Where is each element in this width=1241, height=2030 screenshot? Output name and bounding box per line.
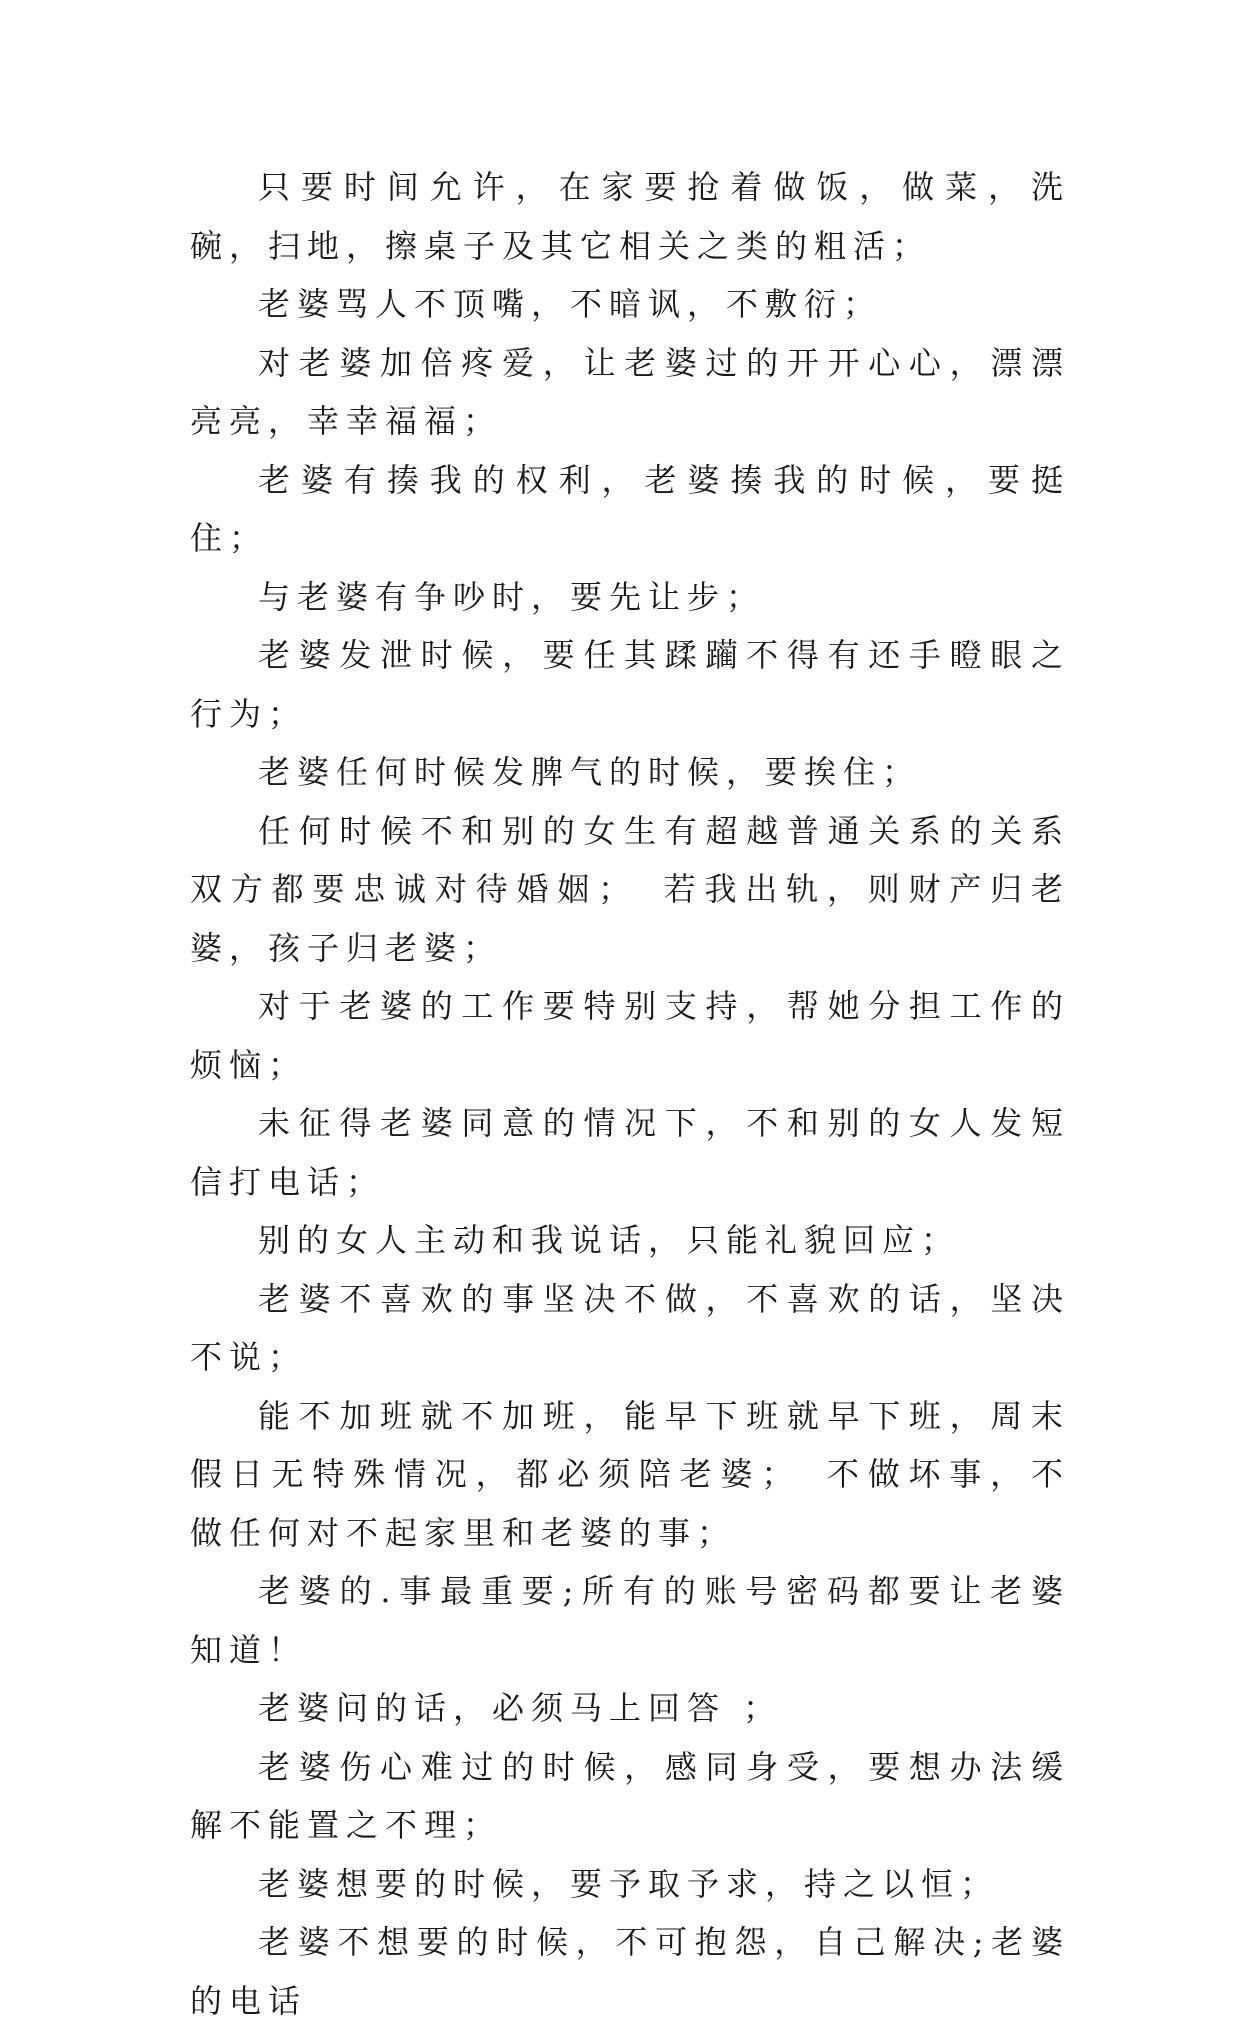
paragraph: 老婆问的话，必须马上回答 ； xyxy=(258,1689,783,1727)
document-body xyxy=(190,158,1070,2030)
paragraph: 对于老婆的工作要特别支持，帮她分担工作的烦恼； xyxy=(190,987,1070,1084)
paragraph: 能不加班就不加班，能早下班就早下班，周末假日无特殊情况，都必须陪老婆； 不做坏事，不做任何对不起家里和老婆的事； xyxy=(190,1396,1070,1552)
paragraph: 老婆发泄时候，要任其蹂躏不得有还手瞪眼之行为； xyxy=(190,636,1070,733)
paragraph: 老婆想要的时候，要予取予求，持之以恒； xyxy=(258,1864,1000,1903)
paragraph: 未征得老婆同意的情况下，不和别的女人发短信打电话； xyxy=(190,1104,1070,1201)
paragraph: 老婆不想要的时候，不可抱怨，自己解决;老婆的电话 xyxy=(190,1923,1070,2020)
paragraph: 老婆的.事最重要;所有的账号密码都要让老婆知道！ xyxy=(190,1572,1070,1669)
paragraph: 对老婆加倍疼爱，让老婆过的开开心心，漂漂亮亮，幸幸福福； xyxy=(190,343,1070,440)
paragraph: 老婆骂人不顶嘴，不暗讽，不敷衍； xyxy=(258,285,883,323)
paragraph: 别的女人主动和我说话，只能礼貌回应； xyxy=(258,1221,961,1259)
paragraph: 老婆任何时候发脾气的时候，要挨住； xyxy=(258,753,922,791)
paragraph: 老婆不喜欢的事坚决不做，不喜欢的话，坚决不说； xyxy=(190,1279,1070,1376)
paragraph: 老婆伤心难过的时候，感同身受，要想办法缓解不能置之不理； xyxy=(190,1747,1070,1844)
paragraph: 任何时候不和别的女生有超越普通关系的关系双方都要忠诚对待婚姻； 若我出轨，则财产归老婆，孩子归老婆； xyxy=(190,811,1070,967)
paragraph: 只要时间允许，在家要抢着做饭，做菜，洗碗，扫地，擦桌子及其它相关之类的粗活； xyxy=(190,168,1070,265)
paragraph: 与老婆有争吵时，要先让步； xyxy=(258,577,766,616)
paragraph: 老婆有揍我的权利，老婆揍我的时候，要挺住； xyxy=(190,460,1070,557)
